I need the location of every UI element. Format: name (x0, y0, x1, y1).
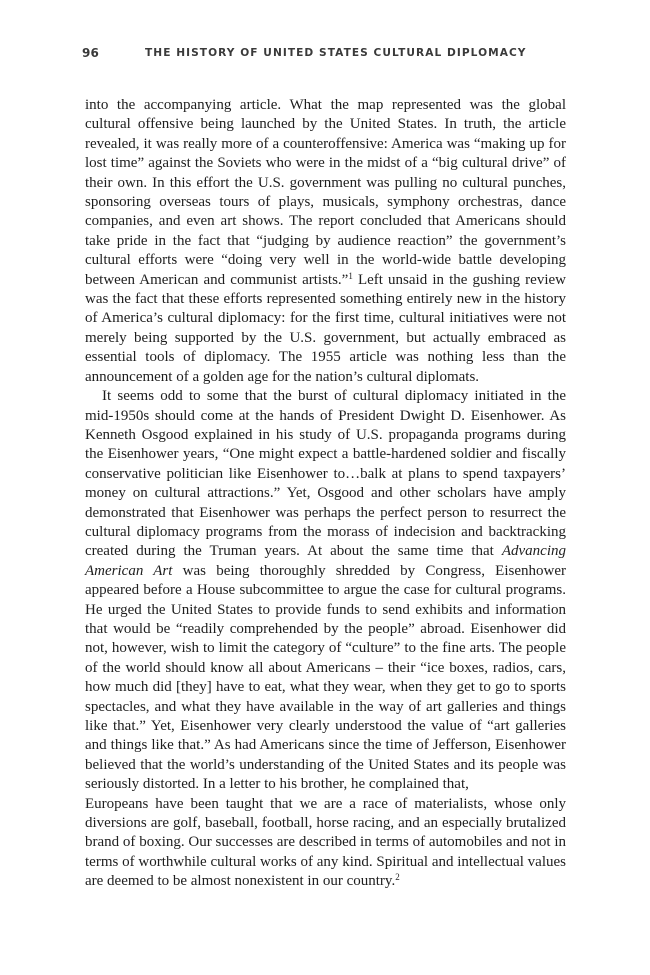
exhibition-title: Advancing American Art (85, 543, 566, 579)
running-header (82, 46, 562, 62)
quote-text: Europeans have been taught that we are a race of materialists, whose only diversions are golf, baseball, football, horse racing, and an especially brutalized brand of boxing. Our successes are described in terms of automobiles and not in terms of worthwhile cultural works of any kind. Spiritual and intellectual values are deemed to be almost nonexistent in our country. (85, 795, 566, 890)
paragraph-text: It seems odd to some that the burst of cultural diplomacy initiated in the mid-1950s should come at the hands of President Dwight D. Eisenhower. As Kenneth Osgood explained in his study of U.S. propaganda programs during the Eisenhower years, “One might expect a battle-hardened soldier and fiscally conservative politician like Eisenhower to…balk at plans to spend taxpayers’ money on cultural attractions.” Yet, Osgood and other scholars have amply demonstrated that Eisenhower was perhaps the perfect person to resurrect the cultural diplomacy programs from the morass of indecision and backtracking created during the Truman years. At about the same time that (85, 388, 566, 560)
footnote-marker[interactable]: 2 (395, 872, 400, 883)
page-number: 96 (82, 46, 100, 60)
paragraph-text: into the accompanying article. What the map represented was the global cultural offensive being launched by the United States. In truth, the article revealed, it was really more of a counteroffensive: America was “making up for lost time” against the Soviets who were in the midst of a “big cultural drive” of their own. In this effort the U.S. government was pulling no cultural punches, sponsoring overseas tours of plays, musicals, symphony orchestras, dance companies, and even art shows. The report concluded that Americans should take pride in the fact that “judging by audience reaction” the government’s cultural efforts were “doing very well in the world-wide battle developing between American and communist artists.” (85, 97, 566, 288)
paragraph (85, 387, 566, 795)
paragraph-text: was being thoroughly shredded by Congress, Eisenhower appeared before a House subcommittee to argue the case for cultural programs. He urged the United States to provide funds to send exhibits and information that would be “readily comprehended by the people” abroad. Eisenhower did not, however, wish to limit the category of “culture” to the fine arts. The people of the world should know all about Americans – their “ice boxes, radios, cars, how much did [they] have to eat, what they wear, when they get to go to sports spectacles, and what they have available in the way of art galleries and things like that.” Yet, Eisenhower very clearly understood the value of “art galleries and things like that.” As had Americans since the time of Jefferson, Eisenhower believed that the world’s understanding of the United States and its people was seriously distorted. In a letter to his brother, he complained that, (85, 562, 566, 793)
footnote-marker[interactable]: 1 (348, 270, 353, 281)
running-title: THE HISTORY OF UNITED STATES CULTURAL DIPLOMACY (145, 47, 527, 59)
block-quote (85, 795, 566, 892)
paragraph-continuation (85, 96, 566, 387)
body-text (85, 96, 566, 892)
paragraph-text: Left unsaid in the gushing review was the fact that these efforts represented something entirely new in the history of America’s cultural diplomacy: for the first time, cultural initiatives were not merely being supported by the U.S. government, but actually embraced as essential tools of diplomacy. The 1955 article was nothing less than the announcement of a golden age for the nation’s cultural diplomats. (85, 271, 566, 385)
